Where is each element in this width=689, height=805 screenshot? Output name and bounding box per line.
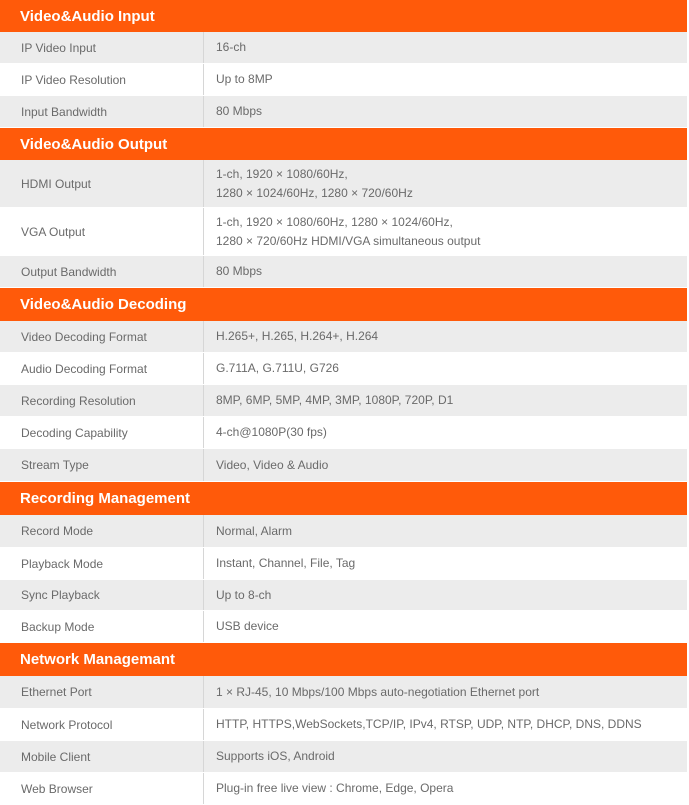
spec-value-line: 8MP, 6MP, 5MP, 4MP, 3MP, 1080P, 720P, D1: [216, 393, 454, 407]
spec-value-line: Plug-in free live view : Chrome, Edge, Opera: [216, 781, 454, 795]
spec-row: [0, 773, 687, 805]
spec-row: [0, 580, 687, 611]
spec-row: [0, 321, 687, 353]
spec-value-line: H.265+, H.265, H.264+, H.264: [216, 329, 379, 343]
spec-value-line: 1 × RJ-45, 10 Mbps/100 Mbps auto-negotiation Ethernet port: [216, 684, 540, 699]
spec-label: Ethernet Port: [0, 676, 204, 708]
spec-value: [204, 256, 687, 287]
spec-value: [204, 160, 687, 207]
spec-value: [204, 96, 687, 127]
section-header-video-audio-input: Video&Audio Input: [0, 0, 687, 32]
spec-row: [0, 64, 687, 96]
section-header-network-management: Network Managemant: [0, 643, 687, 676]
spec-row: [0, 96, 687, 128]
spec-row: [0, 676, 687, 709]
spec-row: [0, 741, 687, 773]
spec-label: Recording Resolution: [0, 385, 204, 416]
spec-value: [204, 385, 687, 416]
spec-label: Input Bandwidth: [0, 96, 204, 127]
spec-value: [204, 773, 687, 804]
spec-value-line: G.711A, G.711U, G726: [216, 361, 339, 375]
spec-label: Playback Mode: [0, 548, 204, 579]
spec-row: [0, 515, 687, 548]
spec-value: [204, 417, 687, 448]
spec-value: [204, 548, 687, 579]
spec-row: [0, 32, 687, 64]
spec-value: [204, 580, 687, 610]
spec-row: [0, 417, 687, 449]
spec-value-line: 16-ch: [216, 40, 247, 54]
spec-value-line: Up to 8-ch: [216, 587, 272, 602]
spec-row: [0, 548, 687, 580]
spec-value: [204, 676, 687, 708]
spec-value-line: 1280 × 720/60Hz HDMI/VGA simultaneous output: [216, 233, 481, 248]
spec-value-line: Instant, Channel, File, Tag: [216, 556, 356, 570]
spec-label: Audio Decoding Format: [0, 353, 204, 384]
spec-value-line: 4-ch@1080P(30 fps): [216, 425, 327, 439]
spec-row: [0, 709, 687, 741]
spec-value-line: Normal, Alarm: [216, 523, 293, 538]
spec-value-line: USB device: [216, 619, 279, 633]
spec-row: [0, 256, 687, 288]
spec-label: Web Browser: [0, 773, 204, 804]
spec-row: [0, 611, 687, 643]
spec-value-line: 80 Mbps: [216, 264, 263, 278]
spec-label: Video Decoding Format: [0, 321, 204, 352]
spec-value: [204, 32, 687, 63]
spec-value-line: Video, Video & Audio: [216, 457, 329, 472]
spec-label: Decoding Capability: [0, 417, 204, 448]
spec-label: IP Video Input: [0, 32, 204, 63]
spec-value: [204, 611, 687, 642]
spec-label: IP Video Resolution: [0, 64, 204, 95]
spec-value-line: 1-ch, 1920 × 1080/60Hz, 1280 × 1024/60Hz,: [216, 214, 453, 229]
section-header-recording-management: Recording Management: [0, 482, 687, 515]
spec-row: [0, 353, 687, 385]
spec-value: [204, 208, 687, 255]
spec-row: [0, 449, 687, 482]
spec-label: Output Bandwidth: [0, 256, 204, 287]
spec-label: Record Mode: [0, 515, 204, 547]
spec-value-line: 1-ch, 1920 × 1080/60Hz,: [216, 166, 348, 181]
spec-value: [204, 709, 687, 740]
spec-value-line: 1280 × 1024/60Hz, 1280 × 720/60Hz: [216, 185, 413, 200]
spec-label: Network Protocol: [0, 709, 204, 740]
spec-value: [204, 449, 687, 481]
spec-row: [0, 208, 687, 256]
spec-value-line: 80 Mbps: [216, 104, 263, 118]
spec-value-line: Supports iOS, Android: [216, 749, 335, 763]
spec-label: VGA Output: [0, 208, 204, 255]
spec-row: [0, 160, 687, 208]
spec-value: [204, 64, 687, 95]
spec-row: [0, 385, 687, 417]
spec-label: Mobile Client: [0, 741, 204, 772]
spec-label: Stream Type: [0, 449, 204, 481]
spec-value: [204, 353, 687, 384]
spec-label: HDMI Output: [0, 160, 204, 207]
spec-value-line: HTTP, HTTPS,WebSockets,TCP/IP, IPv4, RTSP, UDP, NTP, DHCP, DNS, DDNS: [216, 717, 642, 731]
spec-value: [204, 321, 687, 352]
spec-value: [204, 515, 687, 547]
section-header-video-audio-output: Video&Audio Output: [0, 128, 687, 160]
spec-label: Sync Playback: [0, 580, 204, 610]
section-header-video-audio-decoding: Video&Audio Decoding: [0, 288, 687, 321]
spec-value-line: Up to 8MP: [216, 72, 273, 86]
spec-label: Backup Mode: [0, 611, 204, 642]
spec-value: [204, 741, 687, 772]
